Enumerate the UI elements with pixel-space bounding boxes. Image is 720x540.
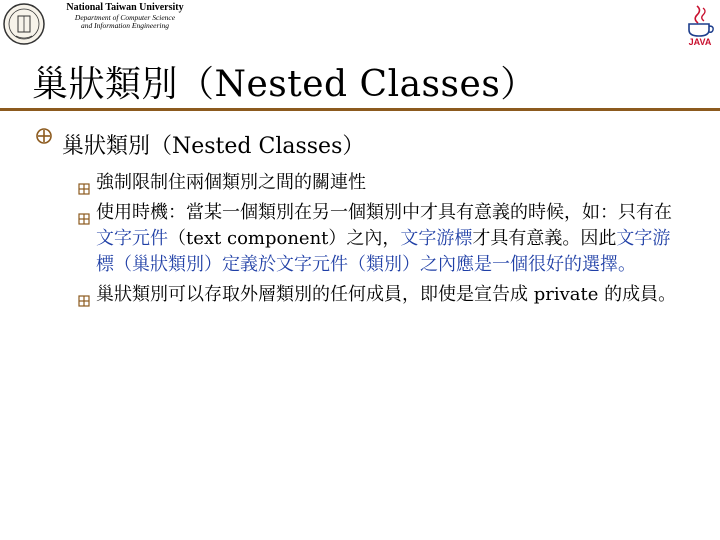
department-line-2: and Information Engineering bbox=[81, 21, 169, 31]
list-item bbox=[96, 282, 696, 308]
highlight-text: 巢狀類別 bbox=[132, 254, 204, 275]
square-bullet-icon bbox=[78, 289, 90, 301]
highlight-text: ）之內應是一個很好的選擇。 bbox=[402, 254, 636, 275]
java-logo bbox=[682, 2, 718, 46]
list-item-text: 使用時機：當某一個類別在另一個類別中才具有意義的時候，如：只有在 bbox=[96, 202, 672, 223]
highlight-text: 文字游標 bbox=[400, 228, 473, 249]
section-heading: 巢狀類別（Nested Classes） bbox=[62, 134, 365, 159]
highlight-text: 類別 bbox=[366, 254, 402, 275]
bullet-icon bbox=[36, 128, 52, 144]
highlight-text: （ bbox=[348, 254, 366, 275]
highlight-text: 文字游標 bbox=[96, 228, 671, 275]
list-item-text: 強制限制住兩個類別之間的關連性 bbox=[96, 172, 366, 193]
bullet-list bbox=[96, 170, 696, 312]
list-item-text: 才具有意義。因此 bbox=[472, 228, 617, 249]
list-item bbox=[96, 170, 696, 196]
java-logo-text: JAVA bbox=[688, 37, 712, 46]
department-line-1: Department of Computer Science bbox=[74, 12, 176, 22]
square-bullet-icon bbox=[78, 207, 90, 219]
title-divider bbox=[0, 108, 720, 111]
university-header bbox=[50, 2, 200, 31]
list-item bbox=[96, 200, 696, 278]
highlight-text: 文字元件 bbox=[96, 228, 168, 249]
page-title: 巢狀類別（Nested Classes） bbox=[32, 64, 537, 105]
list-item-text: （text component）之內， bbox=[168, 228, 401, 249]
square-bullet-icon bbox=[78, 177, 90, 189]
highlight-text: 文字元件 bbox=[276, 254, 348, 275]
highlight-text: ）定義於 bbox=[204, 254, 276, 275]
university-name: National Taiwan University bbox=[66, 2, 184, 13]
list-item-text: 巢狀類別可以存取外層類別的任何成員，即使是宣告成 private 的成員。 bbox=[96, 284, 677, 305]
highlight-text: （ bbox=[114, 254, 132, 275]
university-seal-logo bbox=[2, 2, 46, 46]
